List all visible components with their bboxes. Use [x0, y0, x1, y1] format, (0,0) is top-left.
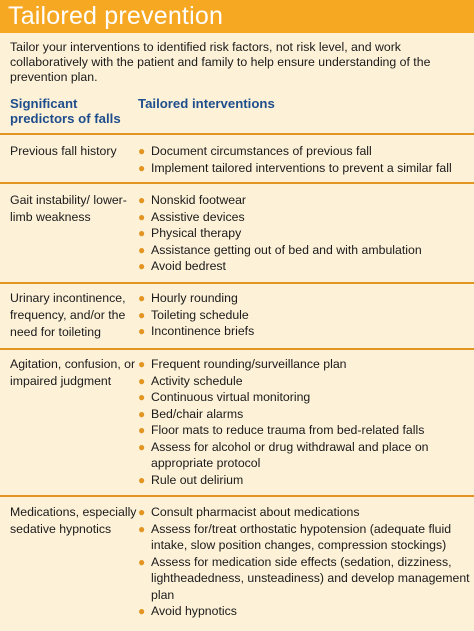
predictor-label: Agitation, confusion, or impaired judgment [10, 357, 136, 388]
list-item: ● Hourly rounding [138, 291, 238, 305]
bullet-icon: ● [138, 291, 146, 305]
list-item: ● Avoid bedrest [138, 259, 226, 273]
intervention-list [136, 143, 470, 176]
list-item: ● Toileting schedule [138, 307, 249, 322]
row-divider [0, 495, 474, 497]
bullet-icon: ● [138, 604, 146, 618]
list-item: ● Assess for alcohol or drug withdrawal and place on appropriate protocol [138, 439, 429, 470]
predictor-label: Gait instability/ lower-limb weakness [10, 193, 127, 224]
column-header-predictors: Significant predictors of falls [10, 96, 121, 126]
bullet-icon: ● [138, 505, 146, 519]
column-header-interventions: Tailored interventions [138, 96, 275, 111]
bullet-icon: ● [138, 144, 146, 158]
row-divider [0, 182, 474, 184]
predictor-label: Medications, especially sedative hypnotics [10, 505, 137, 536]
list-item: ● Frequent rounding/surveillance plan [138, 357, 347, 371]
list-item: ● Floor mats to reduce trauma from bed-related falls [138, 423, 425, 437]
bullet-icon: ● [138, 357, 146, 371]
list-item: ● Nonskid footwear [138, 193, 247, 207]
bullet-icon: ● [138, 406, 146, 421]
row-divider [0, 282, 474, 284]
list-item: ● Avoid hypnotics [138, 604, 237, 618]
intro-paragraph: Tailor your interventions to identified risk factors, not risk level, and work collaboratively with the patient and family to help ensure understanding of the prevention plan. [10, 40, 431, 85]
bullet-icon: ● [138, 373, 146, 388]
list-item: ● Assess for medication side effects (sedation, dizziness, lightheadedness, unsteadiness) and develop management plan [138, 554, 470, 602]
predictor-label: Urinary incontinence, frequency, and/or the need for toileting [10, 291, 126, 339]
page-title: Tailored prevention [8, 2, 224, 30]
title-bar [0, 0, 474, 33]
list-item: ● Activity schedule [138, 373, 243, 388]
list-item: ● Bed/chair alarms [138, 406, 244, 421]
bullet-icon: ● [138, 193, 146, 207]
list-item: ● Consult pharmacist about medications [138, 505, 360, 519]
list-item: ● Physical therapy [138, 226, 242, 240]
intervention-list [136, 356, 470, 488]
bullet-icon: ● [138, 209, 146, 224]
bullet-icon: ● [138, 324, 146, 338]
intervention-list [136, 290, 470, 340]
list-item: ● Assistance getting out of bed and with ambulation [138, 242, 422, 257]
row-divider [0, 348, 474, 350]
list-item: ● Incontinence briefs [138, 324, 255, 338]
bullet-icon: ● [138, 259, 146, 273]
bullet-icon: ● [138, 390, 146, 404]
bullet-icon: ● [138, 554, 146, 569]
bullet-icon: ● [138, 242, 146, 257]
bullet-icon: ● [138, 521, 146, 536]
bullet-icon: ● [138, 423, 146, 437]
header-divider [0, 133, 474, 135]
list-item: ● Rule out delirium [138, 472, 244, 487]
list-item: ● Document circumstances of previous fall [138, 144, 372, 158]
list-item: ● Implement tailored interventions to prevent a similar fall [138, 160, 452, 175]
bullet-icon: ● [138, 226, 146, 240]
bullet-icon: ● [138, 160, 146, 175]
predictor-label: Previous fall history [10, 144, 117, 158]
bullet-icon: ● [138, 472, 146, 487]
list-item: ● Assistive devices [138, 209, 245, 224]
bullet-icon: ● [138, 439, 146, 454]
list-item: ● Assess for/treat orthostatic hypotension (adequate fluid intake, slow position changes, compression stockings) [138, 521, 452, 552]
bullet-icon: ● [138, 307, 146, 322]
intervention-list [136, 504, 470, 620]
list-item: ● Continuous virtual monitoring [138, 390, 311, 404]
intervention-list [136, 192, 470, 275]
